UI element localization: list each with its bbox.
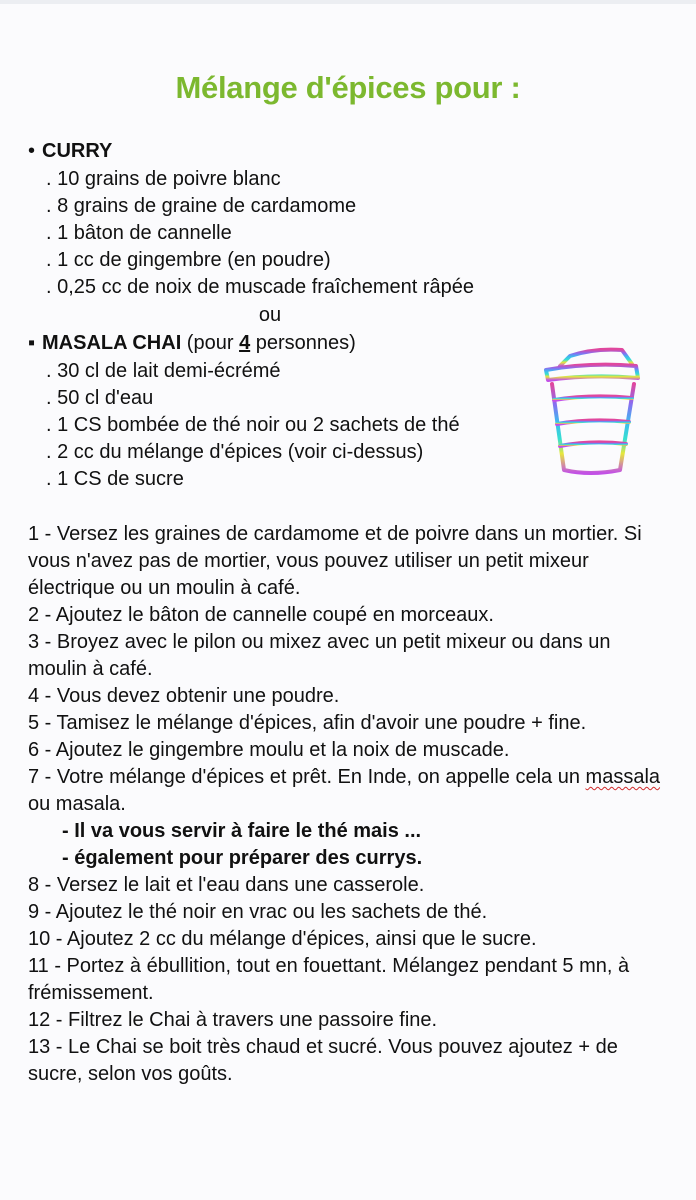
masala-item: . 1 CS bombée de thé noir ou 2 sachets de thé <box>46 414 460 436</box>
step-11: 11 - Portez à ébullition, tout en fouettant. Mélangez pendant 5 mn, à frémissement. <box>28 955 630 1004</box>
square-bullet-icon: ▪ <box>28 332 36 354</box>
serving-before: (pour <box>181 332 240 354</box>
step-12: 12 - Filtrez le Chai à travers une passoire fine. <box>28 1009 438 1031</box>
masala-item: . 50 cl d'eau <box>46 387 154 409</box>
step-7-end: ou masala. <box>28 793 126 815</box>
curry-item: . 8 grains de graine de cardamome <box>46 195 357 217</box>
masala-item: . 2 cc du mélange d'épices (voir ci-dessus) <box>46 441 424 463</box>
instructions <box>28 521 668 1088</box>
step-2: 2 - Ajoutez le bâton de cannelle coupé en morceaux. <box>28 604 494 626</box>
curry-title: CURRY <box>42 140 113 162</box>
rainbow-takeaway-cup-icon <box>540 344 646 478</box>
masala-item: . 30 cl de lait demi-écrémé <box>46 360 281 382</box>
step-5: 5 - Tamisez le mélange d'épices, afin d'avoir une poudre + fine. <box>28 712 587 734</box>
step-4: 4 - Vous devez obtenir une poudre. <box>28 685 340 707</box>
top-bar <box>0 0 696 4</box>
step-3: 3 - Broyez avec le pilon ou mixez avec un petit mixeur ou dans un moulin à café. <box>28 631 611 680</box>
serving-after: personnes) <box>250 332 356 354</box>
serving-number: 4 <box>239 332 251 354</box>
masala-heading <box>28 330 356 357</box>
step-1: 1 - Versez les graines de cardamome et de poivre dans un mortier. Si vous n'avez pas de mortier, vous pouvez utiliser un petit mixeur électrique ou un moulin à café. <box>28 523 642 599</box>
curry-item: . 1 cc de gingembre (en poudre) <box>46 249 331 271</box>
curry-item: . 10 grains de poivre blanc <box>46 168 281 190</box>
curry-item: . 1 bâton de cannelle <box>46 222 232 244</box>
page-title: Mélange d'épices pour : <box>175 70 521 105</box>
step-10: 10 - Ajoutez 2 cc du mélange d'épices, ainsi que le sucre. <box>28 928 537 950</box>
curry-heading <box>28 138 112 165</box>
step-6: 6 - Ajoutez le gingembre moulu et la noix de muscade. <box>28 739 510 761</box>
curry-item: . 0,25 cc de noix de muscade fraîchement râpée <box>46 276 475 298</box>
or-separator: ou <box>258 304 282 326</box>
note-2: - également pour préparer des currys. <box>62 847 423 869</box>
step-9: 9 - Ajoutez le thé noir en vrac ou les sachets de thé. <box>28 901 488 923</box>
bullet-icon: • <box>28 140 36 162</box>
step-13: 13 - Le Chai se boit très chaud et sucré. Vous pouvez ajoutez + de sucre, selon vos goûts. <box>28 1036 618 1085</box>
spellcheck-word[interactable]: massala <box>585 766 661 788</box>
note-1: - Il va vous servir à faire le thé mais ... <box>62 820 422 842</box>
masala-title: MASALA CHAI <box>42 332 182 354</box>
step-7-text: 7 - Votre mélange d'épices et prêt. En Inde, on appelle cela un <box>28 766 586 788</box>
step-8: 8 - Versez le lait et l'eau dans une casserole. <box>28 874 425 896</box>
masala-item: . 1 CS de sucre <box>46 468 184 490</box>
step-7 <box>28 764 668 818</box>
